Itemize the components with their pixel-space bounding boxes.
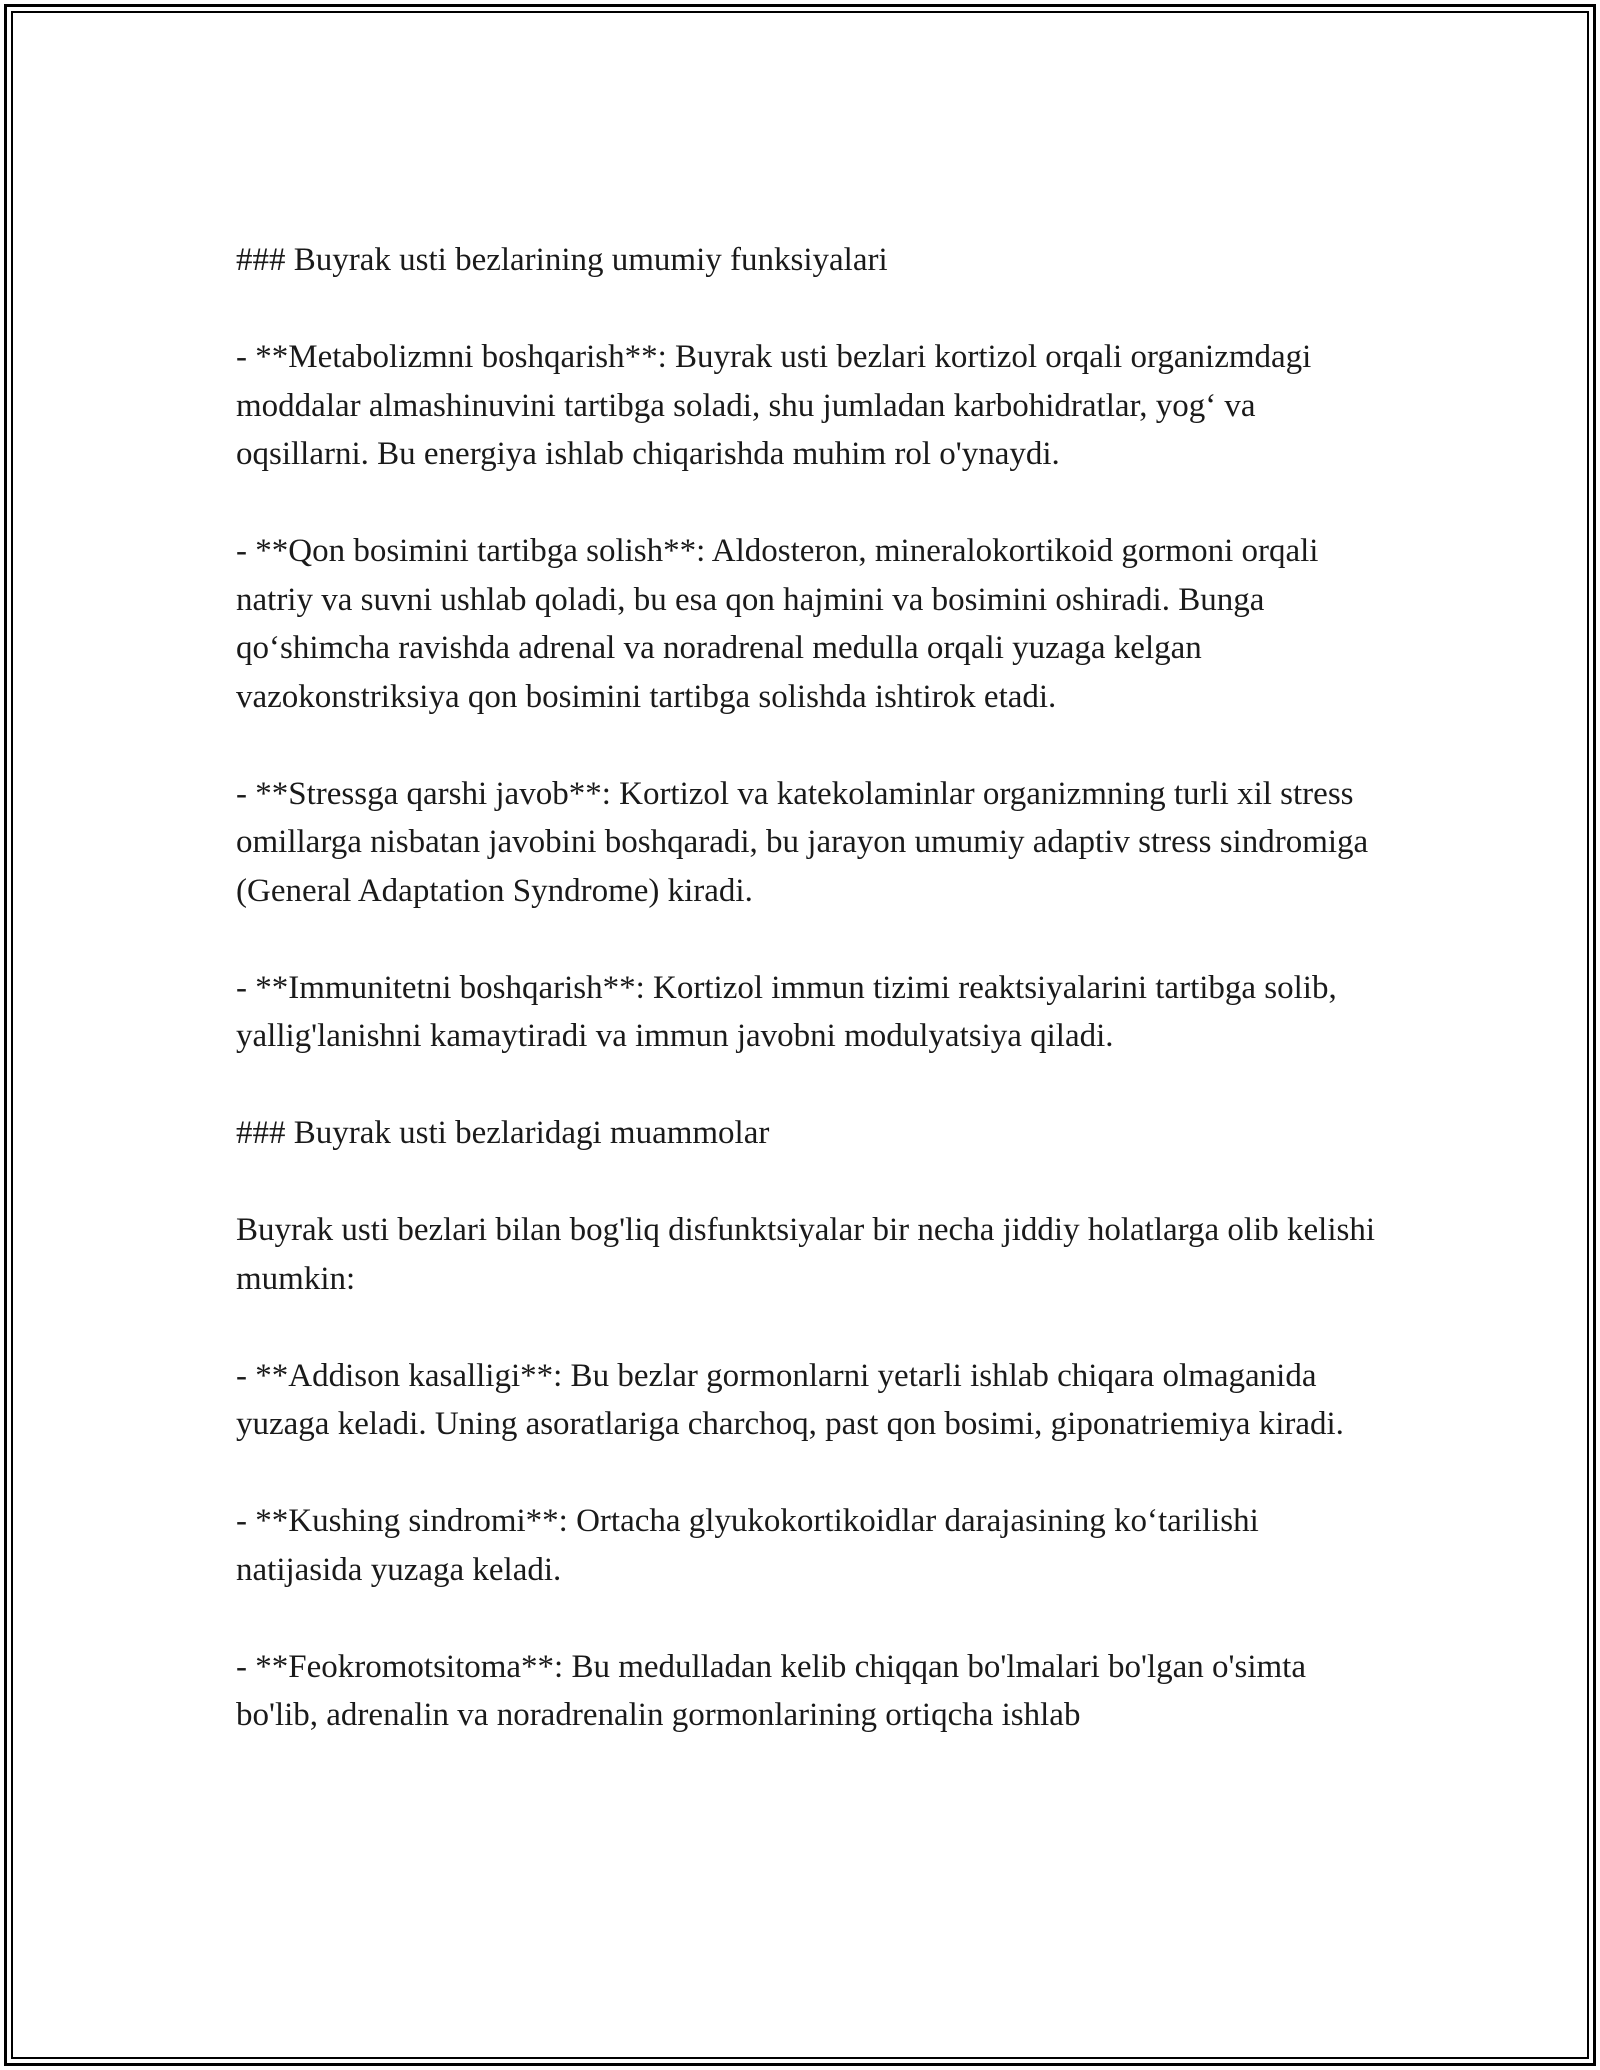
section-heading-problems: ### Buyrak usti bezlaridagi muammolar: [236, 1115, 770, 1151]
section-heading-functions: ### Buyrak usti bezlarining umumiy funksiyalari: [236, 242, 888, 278]
paragraph-pheochromocytoma: - **Feokromotsitoma**: Bu medulladan kelib chiqqan bo'lmalari bo'lgan o'simta bo'lib, adrenalin va noradrenalin gormonlarining ortiqcha ishlab: [236, 1648, 1306, 1733]
paragraph-metabolism: - **Metabolizmni boshqarish**: Buyrak usti bezlari kortizol orqali organizmdagi moddalar almashinuvini tartibga soladi, shu jumladan karbohidratlar, yog‘ va oqsillarni. Bu energiya ishlab chiqarishda muhim rol o'ynaydi.: [236, 339, 1312, 472]
paragraph-immunity: - **Immunitetni boshqarish**: Kortizol immun tizimi reaktsiyalarini tartibga solib, yallig'lanishni kamaytiradi va immun javobni modulyatsiya qiladi.: [236, 969, 1337, 1054]
document-body: [236, 236, 1386, 1740]
paragraph-problems-intro: Buyrak usti bezlari bilan bog'liq disfunktsiyalar bir necha jiddiy holatlarga olib kelishi mumkin:: [236, 1212, 1376, 1297]
paragraph-cushing: - **Kushing sindromi**: Ortacha glyukokortikoidlar darajasining ko‘tarilishi natijasida yuzaga keladi.: [236, 1503, 1259, 1588]
paragraph-stress-response: - **Stressga qarshi javob**: Kortizol va katekolaminlar organizmning turli xil stress omillarga nisbatan javobini boshqaradi, bu jarayon umumiy adaptiv stress sindromiga (General Adaptation Syndrome) kiradi.: [236, 775, 1369, 909]
paragraph-blood-pressure: - **Qon bosimini tartibga solish**: Aldosteron, mineralokortikoid gormoni orqali natriy va suvni ushlab qoladi, bu esa qon hajmini va bosimini oshiradi. Bunga qo‘shimcha ravishda adrenal va noradrenal medulla orqali yuzaga kelgan vazokonstriksiya qon bosimini tartibga solishda ishtirok etadi.: [236, 533, 1319, 715]
paragraph-addison: - **Addison kasalligi**: Bu bezlar gormonlarni yetarli ishlab chiqara olmaganida yuzaga keladi. Uning asoratlariga charchoq, past qon bosimi, giponatriemiya kiradi.: [236, 1357, 1344, 1442]
